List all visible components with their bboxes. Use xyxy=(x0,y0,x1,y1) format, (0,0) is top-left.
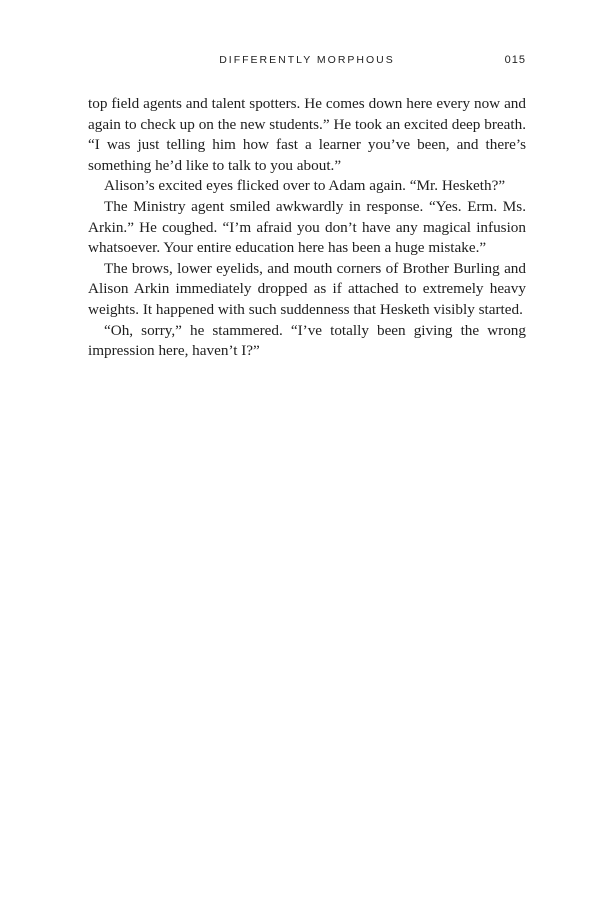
running-title: DIFFERENTLY MORPHOUS xyxy=(219,54,395,66)
paragraph: The Ministry agent smiled awkwardly in response. “Yes. Erm. Ms. Arkin.” He coughed. “I’m afraid you don’t have any magical infusion whatsoever. Your entire education here has been a huge mistake.” xyxy=(88,197,526,257)
paragraph: The brows, lower eyelids, and mouth corners of Brother Burling and Alison Arkin immediately dropped as if attached to extremely heavy weights. It happened with such suddenness that Hesketh visibly started. xyxy=(88,259,526,318)
paragraph: top field agents and talent spotters. He comes down here every now and again to check up on the new students.” He took an excited deep breath. “I was just telling him how fast a learner you’ve been, and there’s something he’d like to talk to you about.” xyxy=(88,95,526,174)
paragraph: Alison’s excited eyes flicked over to Adam again. “Mr. Hesketh?” xyxy=(104,177,506,195)
page-number: 015 xyxy=(504,54,526,66)
paragraph: “Oh, sorry,” he stammered. “I’ve totally been giving the wrong impression here, haven’t I?” xyxy=(88,321,526,360)
body-text xyxy=(88,94,526,362)
running-head xyxy=(88,52,526,68)
